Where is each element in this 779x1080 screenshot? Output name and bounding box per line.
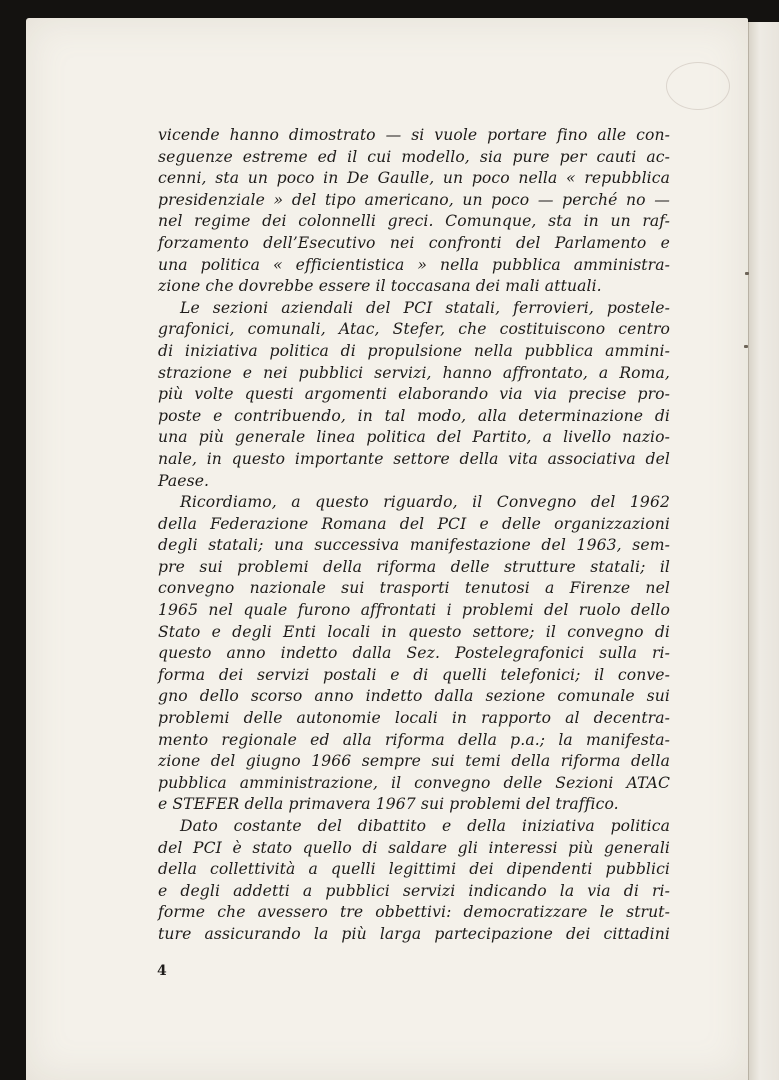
text-line: di iniziativa politica di propulsione nella pubblica ammini-	[158, 341, 670, 360]
text-line: e degli addetti a pubblici servizi indicando la via di ri-	[158, 881, 670, 900]
text-line: seguenze estreme ed il cui modello, sia pure per cauti ac-	[158, 147, 670, 166]
text-line: Dato costante del dibattito e della iniziativa politica	[180, 817, 670, 835]
text-line: della collettività a quelli legittimi dei dipendenti pubblici	[158, 860, 670, 879]
text-line: poste e contribuendo, in tal modo, alla determinazione di	[158, 406, 670, 425]
margin-mark	[744, 345, 748, 348]
text-line: della Federazione Romana del PCI e delle organizzazioni	[158, 514, 670, 533]
text-line: zione del giugno 1966 sempre sui temi della riforma della	[158, 752, 670, 771]
text-line: strazione e nei pubblici servizi, hanno affrontato, a Roma,	[158, 363, 670, 382]
faded-pencil-mark	[666, 62, 730, 110]
text-line: cenni, sta un poco in De Gaulle, un poco nella « repubblica	[158, 169, 670, 188]
text-line: forme che avessero tre obbettivi: democratizzare le strut-	[158, 903, 670, 922]
text-line: una politica « efficientistica » nella pubblica amministra-	[158, 255, 670, 274]
text-line: forzamento dell’Esecutivo nei confronti del Parlamento e	[158, 233, 670, 252]
text-line: pre sui problemi della riforma delle strutture statali; il	[158, 557, 670, 576]
text-line: ture assicurando la più larga partecipazione dei cittadini	[158, 924, 670, 943]
adjacent-page-edge	[748, 22, 779, 1080]
body-text	[158, 125, 670, 946]
text-line: presidenziale » del tipo americano, un poco — perché no —	[158, 190, 670, 209]
text-line: zione che dovrebbe essere il toccasana dei mali attuali.	[158, 277, 602, 296]
text-line: convegno nazionale sui trasporti tenutosi a Firenze nel	[158, 579, 670, 598]
text-line: Ricordiamo, a questo riguardo, il Convegno del 1962	[180, 493, 670, 512]
text-line: Paese.	[158, 471, 210, 490]
text-line: nale, in questo importante settore della vita associativa del	[158, 449, 670, 468]
text-line: una più generale linea politica del Partito, a livello nazio-	[158, 428, 670, 447]
text-line: gno dello scorso anno indetto dalla sezione comunale sui	[158, 687, 670, 706]
text-line: degli statali; una successiva manifestazione del 1963, sem-	[158, 536, 670, 555]
text-line: più volte questi argomenti elaborando via via precise pro-	[158, 385, 670, 404]
text-line: mento regionale ed alla riforma della p.a.; la manifesta-	[158, 730, 670, 749]
text-line: problemi delle autonomie locali in rapporto al decentra-	[158, 709, 670, 728]
text-line: forma dei servizi postali e di quelli telefonici; il conve-	[158, 665, 670, 684]
text-line: grafonici, comunali, Atac, Stefer, che costituiscono centro	[158, 320, 670, 339]
text-line: Stato e degli Enti locali in questo settore; il convegno di	[158, 622, 670, 641]
margin-mark	[745, 272, 749, 275]
text-line: nel regime dei colonnelli greci. Comunque, sta in un raf-	[158, 212, 670, 231]
text-line: del PCI è stato quello di saldare gli interessi più generali	[158, 838, 670, 857]
text-line: Le sezioni aziendali del PCI statali, ferrovieri, postele-	[180, 298, 670, 317]
text-line: e STEFER della primavera 1967 sui problemi del traffico.	[158, 795, 619, 814]
page-number: 4	[157, 963, 167, 979]
text-line: questo anno indetto dalla Sez. Postelegrafonici sulla ri-	[158, 644, 670, 663]
text-line: vicende hanno dimostrato — si vuole portare fino alle con-	[158, 126, 670, 144]
text-line: pubblica amministrazione, il convegno delle Sezioni ATAC	[158, 773, 670, 792]
text-line: 1965 nel quale furono affrontati i problemi del ruolo dello	[158, 601, 670, 620]
